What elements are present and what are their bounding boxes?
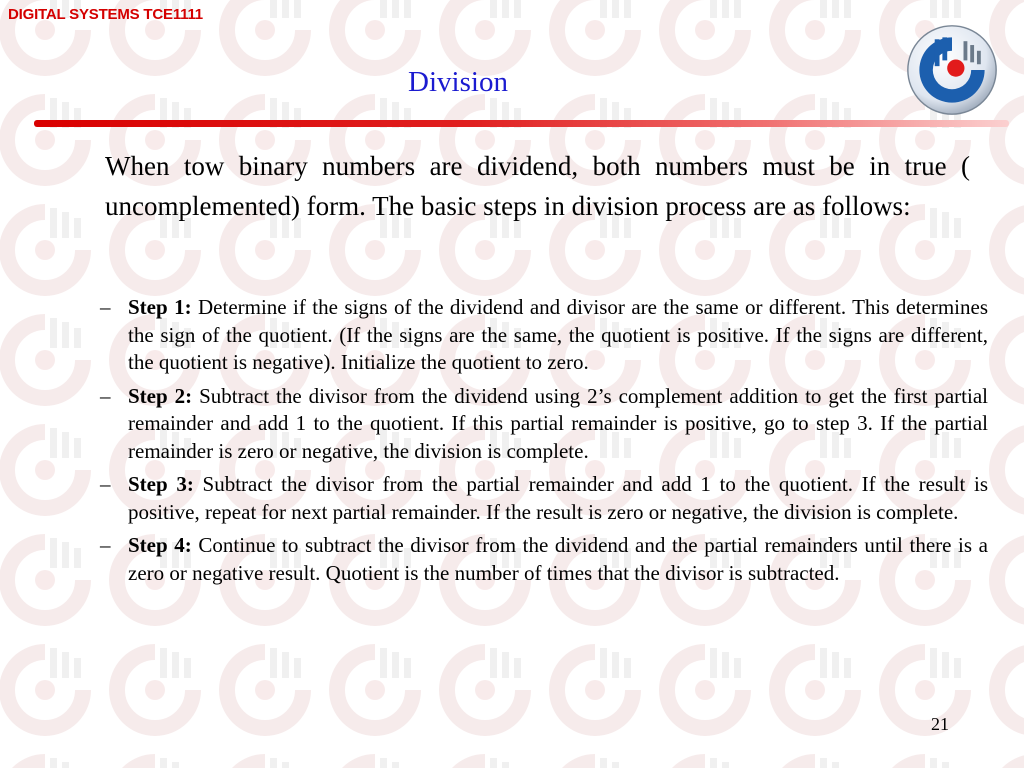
- step-label: Step 2:: [128, 383, 200, 408]
- bullet-dash: –: [100, 383, 111, 408]
- page-number: 21: [931, 714, 949, 734]
- intro-paragraph: When tow binary numbers are dividend, both numbers must be in true ( uncomplemented) form. The basic steps in division process are as follows:: [105, 151, 970, 221]
- step-label: Step 4:: [128, 533, 199, 557]
- title-divider: [34, 120, 1009, 127]
- list-item: [100, 383, 988, 466]
- bullet-dash: –: [100, 533, 111, 557]
- list-item: [100, 471, 988, 526]
- step-label: Step 1:: [128, 295, 198, 319]
- step-text: Subtract the divisor from the partial remainder and add 1 to the quotient. If the result is positive, repeat for next partial remainder. If the result is zero or negative, the division is complete.: [128, 472, 988, 524]
- step-text: Subtract the divisor from the dividend using 2’s complement addition to get the first partial remainder and add 1 to the quotient. If this partial remainder is positive, go to step 3. If the partial remainder is zero or negative, the division is complete.: [128, 383, 988, 463]
- list-item: [100, 532, 988, 587]
- steps-list: [100, 294, 988, 593]
- bullet-dash: –: [100, 472, 111, 496]
- bullet-dash: –: [100, 295, 111, 319]
- step-label: Step 3:: [128, 472, 203, 496]
- slide-title: Division: [408, 66, 508, 98]
- course-label: DIGITAL SYSTEMS TCE1111: [8, 6, 203, 23]
- list-item: [100, 294, 988, 377]
- university-logo-icon: [904, 22, 1000, 118]
- step-text: Continue to subtract the divisor from the dividend and the partial remainders until there is a zero or negative result. Quotient is the number of times that the divisor is subtracted.: [128, 533, 988, 585]
- step-text: Determine if the signs of the dividend and divisor are the same or different. This determines the sign of the quotient. (If the signs are the same, the quotient is positive. If the signs are different, the quotient is negative). Initialize the quotient to zero.: [128, 295, 988, 374]
